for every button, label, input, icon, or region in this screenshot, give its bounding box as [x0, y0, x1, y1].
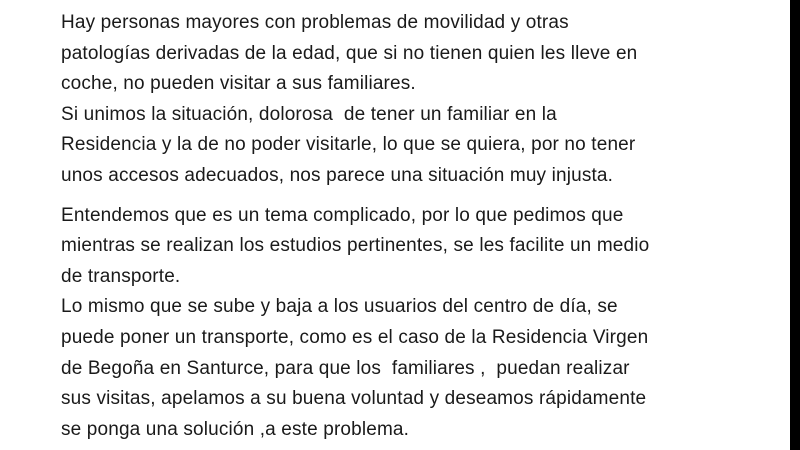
text-line: puede poner un transporte, como es el caso de la Residencia Virgen: [61, 326, 649, 348]
text-line: se ponga una solución ,a este problema.: [61, 418, 410, 440]
text-line: sus visitas, apelamos a su buena voluntad y deseamos rápidamente: [61, 388, 647, 410]
text-line: Hay personas mayores con problemas de movilidad y otras: [61, 12, 569, 33]
paragraph-2: [61, 201, 781, 446]
text-line: Residencia y la de no poder visitarle, lo que se quiera, por no tener: [61, 134, 636, 156]
text-line: patologías derivadas de la edad, que si no tienen quien les lleve en: [61, 42, 638, 64]
text-line: Entendemos que es un tema complicado, por lo que pedimos que: [61, 204, 624, 226]
text-line: Si unimos la situación, dolorosa de tener un familiar en la: [61, 103, 557, 125]
letter-body: [61, 8, 781, 445]
paragraph-1: [61, 8, 781, 192]
text-line: coche, no pueden visitar a sus familiares.: [61, 73, 416, 95]
scan-edge-shadow: [790, 0, 800, 450]
text-line: de Begoña en Santurce, para que los familiares , puedan realizar: [61, 357, 630, 379]
paragraph-spacer: [61, 192, 781, 201]
text-line: Lo mismo que se sube y baja a los usuarios del centro de día, se: [61, 296, 618, 318]
text-line: unos accesos adecuados, nos parece una situación muy injusta.: [61, 164, 614, 186]
text-line: mientras se realizan los estudios pertinentes, se les facilite un medio: [61, 235, 650, 257]
text-line: de transporte.: [61, 265, 181, 287]
